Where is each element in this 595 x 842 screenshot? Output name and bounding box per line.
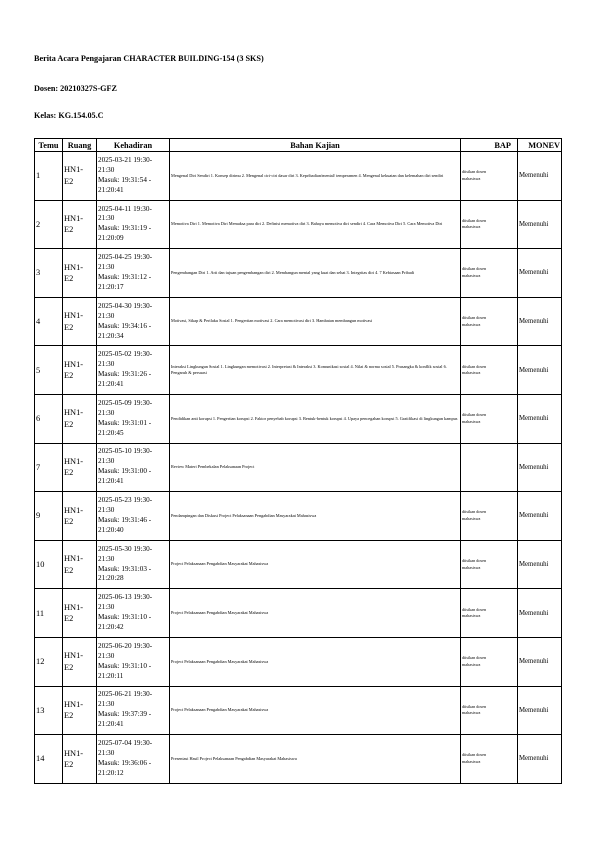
meeting-number-cell: 2 [35, 200, 63, 249]
column-header-monev: MONEV [518, 139, 562, 152]
room-text: HN1- [64, 602, 84, 612]
bap-text: diisikan dosen [462, 363, 487, 369]
attendance-cell [97, 297, 170, 346]
attendance-cell [97, 637, 170, 686]
room-cell [63, 152, 97, 201]
monev-status-cell: Memenuhi [518, 735, 562, 784]
attendance-text: 2025-04-25 19:30- [98, 253, 153, 262]
bap-cell [461, 394, 518, 443]
attendance-text: 2025-06-21 19:30- [98, 690, 153, 699]
room-cell [63, 492, 97, 541]
room-cell [63, 200, 97, 249]
table-row [35, 686, 562, 735]
meeting-number-cell: 5 [35, 346, 63, 395]
attendance-text: 21:20:41 [98, 477, 124, 486]
room-text: E2 [64, 371, 74, 381]
attendance-text: Masuk: 19:31:10 - [98, 613, 152, 622]
monev-status-cell: Memenuhi [518, 297, 562, 346]
attendance-text: 21:20:40 [98, 525, 124, 534]
attendance-text: 21:30 [98, 457, 115, 466]
table-row [35, 200, 562, 249]
class-line: Kelas: KG.154.05.C [34, 111, 104, 120]
attendance-cell [97, 346, 170, 395]
table-row [35, 637, 562, 686]
bap-text: mahasiswa [462, 224, 481, 230]
bap-text: mahasiswa [462, 272, 481, 278]
table-row [35, 249, 562, 298]
meeting-number-cell: 13 [35, 686, 63, 735]
study-material-cell: Project Pelaksanaan Pengabdian Masyarakat Mahasiswa [170, 637, 461, 686]
attendance-text: 21:30 [98, 263, 115, 272]
attendance-text: 21:20:11 [98, 671, 124, 680]
study-material-cell: Project Pelaksanaan Pengabdian Masyarakat Mahasiswa [170, 589, 461, 638]
attendance-text: 2025-03-21 19:30- [98, 155, 153, 164]
room-cell [63, 443, 97, 492]
attendance-text: 21:30 [98, 603, 115, 612]
monev-status-cell: Memenuhi [518, 152, 562, 201]
room-text: HN1- [64, 311, 84, 321]
study-material-cell: Presentasi Hasil Project Pelaksanaan Pengabdian Masyarakat Mahasiswa [170, 735, 461, 784]
room-text: E2 [64, 322, 74, 332]
attendance-text: 21:20:09 [98, 234, 124, 243]
attendance-text: 21:30 [98, 408, 115, 417]
table-body [35, 152, 562, 784]
bap-text: diisikan dosen [462, 655, 487, 661]
meeting-number-cell: 11 [35, 589, 63, 638]
room-text: HN1- [64, 505, 84, 515]
bap-cell [461, 443, 518, 492]
attendance-text: 2025-04-11 19:30- [98, 204, 152, 213]
room-cell [63, 346, 97, 395]
attendance-cell [97, 589, 170, 638]
attendance-text: Masuk: 19:34:16 - [98, 321, 152, 330]
bap-text: mahasiswa [462, 515, 481, 521]
room-text: HN1- [64, 748, 84, 758]
attendance-text: 21:30 [98, 651, 115, 660]
document-title: Berita Acara Pengajaran CHARACTER BUILDING-154 (3 SKS) [34, 54, 264, 63]
attendance-text: 21:20:17 [98, 282, 124, 291]
room-text: E2 [64, 225, 74, 235]
monev-status-cell: Memenuhi [518, 346, 562, 395]
table-row [35, 540, 562, 589]
bap-cell [461, 540, 518, 589]
study-material-cell: Memotiva Diri 1. Memotiva Diri Memaksa para diri 2. Definisi memotiva diri 3. Bahaya memotiva diri sendiri 4. Cara Memotiva Diri 5. Cara Memotiva Diri [170, 200, 461, 249]
table-row [35, 443, 562, 492]
room-text: E2 [64, 662, 74, 672]
study-material-cell: Pendidikan anti korupsi 1. Pengertian korupsi 2. Faktor penyebab korupsi 3. Bentuk-bentuk korupsi 4. Upaya pencegahan korupsi 5. Gratifikasi di lingkungan kampus [170, 394, 461, 443]
attendance-text: Masuk: 19:31:01 - [98, 418, 152, 427]
monev-status-cell: Memenuhi [518, 686, 562, 735]
bap-cell [461, 152, 518, 201]
attendance-table [34, 138, 562, 784]
monev-status-cell: Memenuhi [518, 443, 562, 492]
meeting-number-cell: 4 [35, 297, 63, 346]
attendance-cell [97, 686, 170, 735]
column-header-kehadiran: Kehadiran [97, 139, 170, 152]
table-row [35, 394, 562, 443]
room-cell [63, 735, 97, 784]
bap-text: diisikan dosen [462, 558, 487, 564]
room-text: E2 [64, 614, 74, 624]
bap-text: mahasiswa [462, 613, 481, 619]
meeting-number-cell: 1 [35, 152, 63, 201]
bap-text: mahasiswa [462, 661, 481, 667]
bap-text: diisikan dosen [462, 752, 487, 758]
attendance-text: Masuk: 19:37:39 - [98, 710, 152, 719]
room-text: HN1- [64, 408, 84, 418]
table-row [35, 346, 562, 395]
table-row [35, 297, 562, 346]
monev-status-cell: Memenuhi [518, 492, 562, 541]
attendance-text: Masuk: 19:31:19 - [98, 224, 152, 233]
room-text: HN1- [64, 457, 84, 467]
bap-text: diisikan dosen [462, 412, 487, 418]
meeting-number-cell: 3 [35, 249, 63, 298]
attendance-text: Masuk: 19:31:12 - [98, 272, 152, 281]
lecturer-line: Dosen: 20210327S-GFZ [34, 84, 118, 93]
attendance-text: Masuk: 19:31:00 - [98, 467, 152, 476]
bap-cell [461, 735, 518, 784]
room-text: HN1- [64, 359, 84, 369]
attendance-text: Masuk: 19:31:26 - [98, 370, 152, 379]
attendance-text: 21:30 [98, 360, 115, 369]
attendance-text: 21:20:12 [98, 768, 124, 777]
monev-status-cell: Memenuhi [518, 200, 562, 249]
meeting-number-cell: 6 [35, 394, 63, 443]
bap-cell [461, 249, 518, 298]
bap-cell [461, 589, 518, 638]
attendance-text: 21:20:45 [98, 428, 124, 437]
monev-status-cell: Memenuhi [518, 249, 562, 298]
room-text: E2 [64, 468, 74, 478]
bap-text: mahasiswa [462, 564, 481, 570]
column-header-ruang: Ruang [63, 139, 97, 152]
monev-status-cell: Memenuhi [518, 637, 562, 686]
attendance-text: 21:20:28 [98, 574, 124, 583]
room-cell [63, 589, 97, 638]
room-text: E2 [64, 273, 74, 283]
bap-text: mahasiswa [462, 418, 481, 424]
column-header-bahan-kajian: Bahan Kajian [170, 139, 461, 152]
attendance-cell [97, 152, 170, 201]
meeting-number-cell: 12 [35, 637, 63, 686]
room-cell [63, 394, 97, 443]
meeting-number-cell: 9 [35, 492, 63, 541]
attendance-text: 21:20:42 [98, 623, 124, 632]
attendance-text: 2025-04-30 19:30- [98, 301, 153, 310]
attendance-text: 2025-05-30 19:30- [98, 544, 153, 553]
bap-text: diisikan dosen [462, 217, 487, 223]
bap-text: mahasiswa [462, 758, 481, 764]
attendance-text: 21:20:34 [98, 331, 124, 340]
room-text: HN1- [64, 651, 84, 661]
attendance-text: 2025-05-02 19:30- [98, 350, 153, 359]
attendance-text: 2025-06-20 19:30- [98, 641, 153, 650]
room-text: E2 [64, 419, 74, 429]
bap-cell [461, 200, 518, 249]
bap-text: mahasiswa [462, 370, 481, 376]
bap-cell [461, 297, 518, 346]
table-row [35, 735, 562, 784]
table-row [35, 492, 562, 541]
attendance-text: 2025-05-10 19:30- [98, 447, 153, 456]
room-text: HN1- [64, 165, 84, 175]
attendance-text: Masuk: 19:36:06 - [98, 758, 152, 767]
attendance-text: 21:20:41 [98, 720, 124, 729]
attendance-text: 21:30 [98, 554, 115, 563]
bap-text: diisikan dosen [462, 169, 487, 175]
attendance-cell [97, 249, 170, 298]
attendance-text: 2025-05-09 19:30- [98, 398, 153, 407]
room-cell [63, 297, 97, 346]
room-cell [63, 637, 97, 686]
attendance-text: 21:20:41 [98, 380, 124, 389]
room-cell [63, 686, 97, 735]
column-header-bap: BAP [461, 139, 518, 152]
table-header-row [35, 139, 562, 152]
meeting-number-cell: 10 [35, 540, 63, 589]
attendance-cell [97, 394, 170, 443]
attendance-text: Masuk: 19:31:46 - [98, 515, 152, 524]
attendance-text: 2025-05-23 19:30- [98, 496, 153, 505]
attendance-cell [97, 492, 170, 541]
study-material-cell: Review Materi Pembekalan Pelaksanaan Project [170, 443, 461, 492]
attendance-text: 21:30 [98, 165, 115, 174]
room-text: HN1- [64, 262, 84, 272]
attendance-text: Masuk: 19:31:10 - [98, 661, 152, 670]
monev-status-cell: Memenuhi [518, 394, 562, 443]
attendance-text: 21:30 [98, 311, 115, 320]
bap-text: diisikan dosen [462, 509, 487, 515]
study-material-cell: Motivasi, Sikap & Perilaku Sosial 1. Pengertian motivasi 2. Cara memotivasi diri 3. Hambatan membangun motivasi [170, 297, 461, 346]
attendance-text: 21:30 [98, 748, 115, 757]
room-text: E2 [64, 759, 74, 769]
attendance-text: Masuk: 19:31:54 - [98, 175, 152, 184]
room-text: E2 [64, 516, 74, 526]
bap-cell [461, 346, 518, 395]
room-cell [63, 249, 97, 298]
monev-status-cell: Memenuhi [518, 589, 562, 638]
room-text: E2 [64, 711, 74, 721]
bap-text: mahasiswa [462, 321, 481, 327]
meeting-number-cell: 7 [35, 443, 63, 492]
study-material-cell: Interaksi Lingkungan Sosial 1. Lingkungan memotivasi 2. Interpretasi & Interaksi 3. Komunikasi sosial 4. Nilai & norma sosial 5. Prasangka & konflik sosial 6. Pengaruh & persuasi [170, 346, 461, 395]
room-cell [63, 540, 97, 589]
room-text: HN1- [64, 214, 84, 224]
bap-text: mahasiswa [462, 175, 481, 181]
table-row [35, 589, 562, 638]
meeting-number-cell: 14 [35, 735, 63, 784]
study-material-cell: Project Pelaksanaan Pengabdian Masyarakat Mahasiswa [170, 686, 461, 735]
attendance-text: 21:30 [98, 214, 115, 223]
attendance-text: 2025-07-04 19:30- [98, 739, 153, 748]
attendance-cell [97, 443, 170, 492]
bap-text: diisikan dosen [462, 266, 487, 272]
attendance-text: 21:30 [98, 506, 115, 515]
bap-text: mahasiswa [462, 710, 481, 716]
bap-text: diisikan dosen [462, 606, 487, 612]
bap-cell [461, 686, 518, 735]
table-row [35, 152, 562, 201]
study-material-cell: Project Pelaksanaan Pengabdian Masyarakat Mahasiswa [170, 540, 461, 589]
attendance-cell [97, 200, 170, 249]
attendance-text: 21:20:41 [98, 185, 124, 194]
bap-text: diisikan dosen [462, 315, 487, 321]
attendance-cell [97, 735, 170, 784]
room-text: E2 [64, 176, 74, 186]
column-header-temu: Temu [35, 139, 63, 152]
bap-cell [461, 637, 518, 686]
study-material-cell: Mengenal Diri Sendiri 1. Konsep dirimu 2. Mengenal ciri-ciri dasar diri 3. Kepribadian/mental/ temperamen 4. Mengenal kekuatan dan kelemahan diri sendiri [170, 152, 461, 201]
study-material-cell: Pengembangan Diri 1. Arti dan tujuan pengembangan diri 2. Membangun mental yang kuat dan sehat 3. Integritas diri 4. 7 Kebiasaan Pribadi [170, 249, 461, 298]
attendance-cell [97, 540, 170, 589]
room-text: E2 [64, 565, 74, 575]
monev-status-cell: Memenuhi [518, 540, 562, 589]
bap-text: diisikan dosen [462, 703, 487, 709]
room-text: HN1- [64, 554, 84, 564]
bap-cell [461, 492, 518, 541]
study-material-cell: Pendampingan dan Diskusi Project Pelaksanaan Pengabdian Masyarakat Mahasiswa [170, 492, 461, 541]
attendance-text: 21:30 [98, 700, 115, 709]
attendance-text: 2025-06-13 19:30- [98, 593, 153, 602]
attendance-text: Masuk: 19:31:03 - [98, 564, 152, 573]
room-text: HN1- [64, 699, 84, 709]
